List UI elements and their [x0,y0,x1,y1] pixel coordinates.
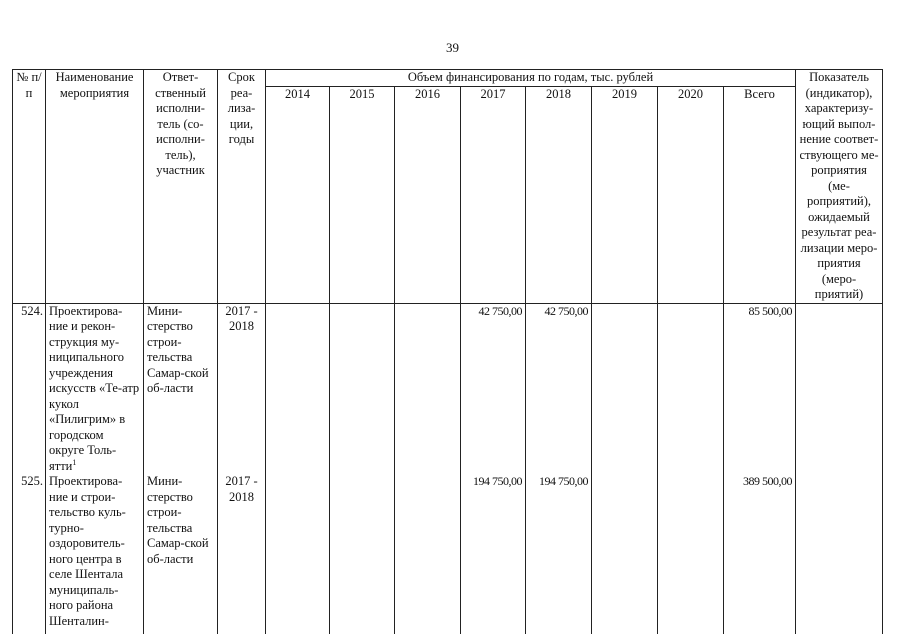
header-year: 2014 [266,86,330,303]
header-year: 2020 [658,86,724,303]
header-responsible: Ответ-ственный исполни-тель (со-исполни-тель), участник [144,70,218,304]
row-indicator [796,303,883,474]
header-year: 2016 [395,86,461,303]
header-funding: Объем финансирования по годам, тыс. рублей [266,70,796,87]
row-term: 2017 - 2018 [218,474,266,634]
row-value: 42 750,00 [526,303,592,474]
row-value: 194 750,00 [461,474,526,634]
row-value: 42 750,00 [461,303,526,474]
row-value [395,474,461,634]
row-num: 524. [13,303,46,474]
row-responsible: Мини-стерство строи-тельства Самар-ской об-ласти [144,474,218,634]
header-year: 2019 [592,86,658,303]
row-value [330,303,395,474]
row-total: 85 500,00 [724,303,796,474]
table-row [13,474,883,634]
row-value [330,474,395,634]
page-number: 39 [446,40,459,55]
row-value [395,303,461,474]
row-term: 2017 - 2018 [218,303,266,474]
row-value [592,303,658,474]
header-year: 2015 [330,86,395,303]
financing-table [12,69,883,634]
row-value [658,303,724,474]
row-num: 525. [13,474,46,634]
row-responsible: Мини-стерство строи-тельства Самар-ской об-ласти [144,303,218,474]
row-total: 389 500,00 [724,474,796,634]
row-name: Проектирова-ние и строи-тельство куль-турно-оздоровитель-ного центра в селе Шентала муниципаль-ного района Шенталин- [46,474,144,634]
header-indicator: Показатель (индикатор), характеризу-ющий выпол-нение соответ-ствующего ме-роприятия (ме-роприятий), ожидаемый результат реа-лизации меро-приятия (меро-приятий) [796,70,883,304]
row-value [266,474,330,634]
row-name: Проектирова-ние и рекон-струкция му-ниципального учреждения искусств «Те-атр кукол «Пилигрим» в городском округе Толь-ятти$^1$ [46,303,144,474]
row-value [658,474,724,634]
row-indicator [796,474,883,634]
header-year: 2018 [526,86,592,303]
row-value: 194 750,00 [526,474,592,634]
row-value [592,474,658,634]
row-value [266,303,330,474]
header-num: № п/п [13,70,46,304]
header-term: Срок реа-лиза-ции, годы [218,70,266,304]
header-year: 2017 [461,86,526,303]
header-total: Всего [724,86,796,303]
footnote-marker: 1 [72,457,77,467]
header-name: Наименование мероприятия [46,70,144,304]
table-row [13,303,883,474]
